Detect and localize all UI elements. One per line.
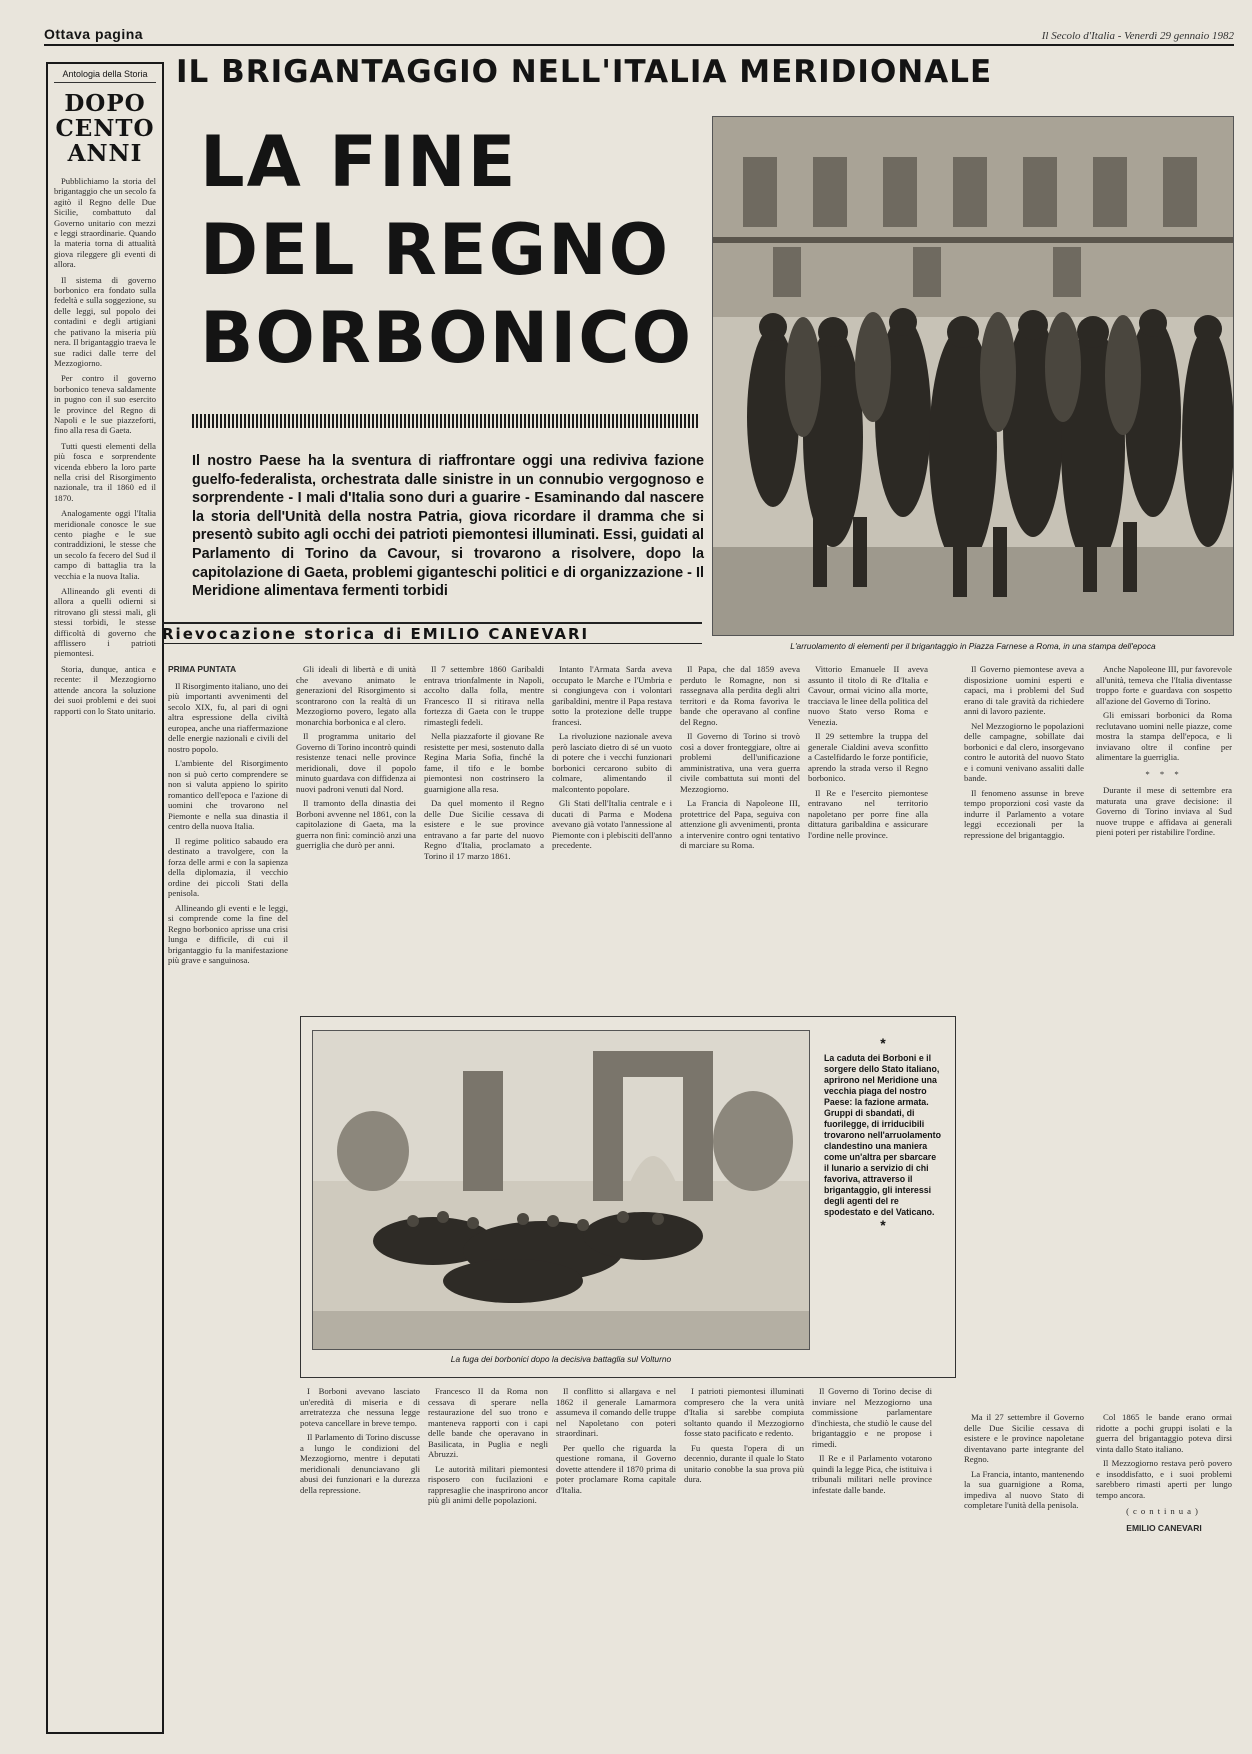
sidebar-kicker: Antologia della Storia [54, 69, 156, 83]
article-paragraph: Per quello che riguarda la questione romana, il Governo dovette attendere il 1870 prima di poter proclamare Roma capitale d'Italia. [556, 1442, 676, 1495]
article-paragraph: Il Governo piemontese aveva a disposizione uomini esperti e capaci, ma i problemi del Sud erano di tale gravità da richiedere anni di lavoro paziente. [964, 664, 1084, 716]
article-paragraph: Da quel momento il Regno delle Due Sicilie cessava di esistere e le sue province entravano a far parte del nuovo Regno d'Italia, proclamato a Torino il 17 marzo 1861. [424, 798, 544, 861]
sidebar-title: DOPO CENTO ANNI [55, 90, 155, 167]
boxed-note [824, 1036, 942, 1352]
article-paragraph: I Borboni avevano lasciato un'eredità di miseria e di arretratezza che nessuna legge poteva cancellare in breve tempo. [300, 1386, 420, 1428]
article-paragraph: Il 29 settembre la truppa del generale Cialdini aveva sconfitto a Castelfidardo le forze pontificie, aprendo la strada verso il Regno borbonico. [808, 731, 928, 783]
article-column-1 [168, 664, 288, 1354]
headline-line: LA FINE [200, 121, 518, 203]
article-paragraph: La rivoluzione nazionale aveva però lasciato dietro di sé un vuoto di potere che i vecchi funzionari borbonici cercarono subito di colmare, alimentando il malcontento popolare. [552, 731, 672, 794]
article-paragraph: Le autorità militari piemontesi risposero con fucilazioni e rappresaglie che inasprirono ancor più gli animi delle popolazioni. [428, 1463, 548, 1505]
byline: Rievocazione storica di EMILIO CANEVARI [162, 622, 702, 644]
article-paragraph: Nella piazzaforte il giovane Re resistette per mesi, sostenuto dalla Regina Maria Sofia, finché la fame, il tifo e le bombe piemontesi non costrinsero la guarnigione alla resa. [424, 731, 544, 794]
article-paragraph: L'ambiente del Risorgimento non si può certo comprendere se non si valuta appieno lo spirito romantico dell'epoca e l'azione di uomini che trovarono nel Piemonte e nella sua dinastia il centro della nuova Italia. [168, 758, 288, 831]
sidebar-paragraph: Allineando gli eventi di allora a quelli odierni si ritrovano gli stessi mali, gli stessi torbidi, le stesse difficoltà di governo che afflissero i patrioti piemontesi. [54, 586, 156, 659]
article-paragraph: Allineando gli eventi e le leggi, si comprende come la fine del Regno borbonico aprisse una crisi lunga e difficile, di cui il brigantaggio fu la manifestazione più grave e sanguinosa. [168, 902, 288, 965]
article-paragraph: Il programma unitario del Governo di Torino incontrò quindi resistenze tenaci nelle province meridionali, dove il popolo minuto guardava con diffidenza ai nuovi padroni venuti dal Nord. [296, 731, 416, 794]
headline-line: BORBONICO [200, 297, 694, 379]
article-paragraph: I patrioti piemontesi illuminati compresero che la vera unità d'Italia si sarebbe compiuta soltanto quando il Mezzogiorno fosse stato pacificato e redento. [684, 1386, 804, 1438]
article-paragraph: Gli ideali di libertà e di unità che avevano animato le generazioni del Risorgimento si scontrarono con la realtà di un Mezzogiorno povero, legato alla monarchia borbonica e al clero. [296, 664, 416, 727]
article-paragraph: Il Governo di Torino si trovò così a dover fronteggiare, oltre ai problemi dell'unificazione amministrativa, una vera guerra civile combattuta sui monti del Mezzogiorno. [680, 731, 800, 794]
article-paragraph: Il regime politico sabaudo era destinato a travolgere, con la forza delle armi e con la sapienza della diplomazia, il vecchio ordine dei piccoli Stati della penisola. [168, 835, 288, 898]
article-paragraph: Gli Stati dell'Italia centrale e i ducati di Parma e Modena avevano già votato l'annessione al Piemonte con i plebisciti dell'anno precedente. [552, 798, 672, 850]
continued-label: (continua) [1126, 1506, 1202, 1516]
sidebar-box [46, 62, 164, 1734]
article-paragraph: Intanto l'Armata Sarda aveva occupato le Marche e l'Umbria e si congiungeva con i volontari garibaldini, mentre il Papa restava sotto la protezione delle truppe francesi. [552, 664, 672, 727]
article-column-bottom-7 [1096, 1412, 1232, 1726]
sidebar-paragraph: Storia, dunque, antica e recente: il Mezzogiorno attende ancora la soluzione dei suoi problemi e dei suoi rapporti con lo Stato unitario. [54, 663, 156, 716]
headline-title [200, 118, 700, 382]
article-paragraph: Vittorio Emanuele II aveva assunto il titolo di Re d'Italia e Cavour, ormai vicino alla morte, tracciava le linee della politica del nuovo Stato verso Roma e Venezia. [808, 664, 928, 727]
engraving-recruitment-photo [712, 116, 1234, 636]
article-paragraph: La Francia, intanto, mantenendo la sua guarnigione a Roma, impediva al nuovo Stato di completare l'unità della penisola. [964, 1468, 1084, 1510]
article-paragraph: Nel Mezzogiorno le popolazioni delle campagne, sobillate dai borbonici e dal clero, insorgevano contro le autorità del nuovo Stato e i comuni venivano assaliti dalle bande. [964, 720, 1084, 783]
article-column-bottom-6 [964, 1412, 1084, 1726]
battle-volturno-caption: La fuga dei borbonici dopo la decisiva battaglia sul Volturno [450, 1354, 672, 1364]
article-column-bottom-4 [684, 1386, 804, 1726]
battle-volturno-illustration [313, 1031, 810, 1350]
article-paragraph: Il Mezzogiorno restava però povero e insoddisfatto, e i suoi problemi sarebbero rimasti aperti per lungo tempo ancora. [1096, 1458, 1232, 1500]
sidebar-paragraph: Pubblichiamo la storia del brigantaggio che un secolo fa agitò il Regno delle Due Sicilie, combattuto dal Governo unitario con mezzi e leggi straordinarie. Quando la materia torna di attualità giova rileggere gli eventi di allora. [54, 176, 156, 270]
article-paragraph: Il tramonto della dinastia dei Borboni avvenne nel 1861, con la capitolazione di Gaeta, ma la guerra non finì: cominciò anzi una guerriglia che durò per anni. [296, 798, 416, 850]
article-column-8 [1096, 664, 1232, 1404]
sidebar-paragraph: Per contro il governo borbonico teneva saldamente in pugno con il suo esercito le province del Regno di Napoli e le sue piazzeforti, fino alla resa di Gaeta. [54, 373, 156, 436]
article-paragraph: Il conflitto si allargava e nel 1862 il generale Lamarmora assumeva il comando delle truppe nel Napoletano con poteri straordinari. [556, 1386, 676, 1438]
article-paragraph: Il Re e l'esercito piemontese entravano nel territorio napoletano per porre fine alla dittatura garibaldina e assicurare l'ordine nelle province. [808, 787, 928, 840]
article-paragraph: Il Risorgimento italiano, uno dei più importanti avvenimenti del secolo XIX, fu, al pari di ogni altra espressione della civiltà europea, anche una riaffermazione delle energie nazionali e civili del nostro popolo. [168, 680, 288, 754]
article-paragraph: Il Parlamento di Torino discusse a lungo le condizioni del Mezzogiorno, mentre i deputati meridionali denunciavano gli abusi dei funzionari e la durezza della repressione. [300, 1432, 420, 1495]
article-column-bottom-1 [300, 1386, 420, 1726]
sidebar-paragraph: Tutti questi elementi della più fosca e sorprendente vicenda ebbero la loro parte nella crisi del Risorgimento nazionale, tra il 1860 ed il 1870. [54, 440, 156, 503]
article-column-3 [424, 664, 544, 1010]
engraving-recruitment-caption: L'arruolamento di elementi per il brigantaggio in Piazza Farnese a Roma, in una stampa dell'epoca [790, 641, 1156, 651]
headline-summary: Il nostro Paese ha la sventura di riaffrontare oggi una rediviva fazione guelfo-federalista, orchestrata dalle sinistre in un connubio vergognoso e sorprendente - I mali d'Italia sono duri a guarire - Esaminando dal nascere la storia dell'Unità della nostra Patria, giova ricordare il dramma che si presentò subito agli occhi dei patrioti piemontesi illuminati. Essi, guidati al Parlamento di Torino da Cavour, si trovarono a risolvere, dopo la capitolazione di Gaeta, problemi giganteschi politici e di organizzazione - Il Meridione alimentava fermenti torbidi [192, 453, 704, 600]
article-paragraph: Gli emissari borbonici da Roma reclutavano uomini nelle piazze, come mostra la stampa dell'epoca, e li inviavano oltre il confine per alimentare la guerriglia. [1096, 710, 1232, 762]
star-ornament: * [880, 1035, 886, 1051]
article-column-bottom-2 [428, 1386, 548, 1726]
engraving-recruitment-illustration [713, 117, 1234, 636]
boxed-note-text: La caduta dei Borboni e il sorgere dello Stato italiano, aprirono nel Meridione una vecchia piaga del nostro Paese: la fazione armata. Gruppi di sbandati, di fuorilegge, di irriducibili trovarono nell'arruolamento clandestino una maniera come un'altra per sbarcare il lunario a servizio di chi favoriva, attraverso il brigantaggio, gli interessi degli agenti del re spodestato e del Vaticano. [824, 1053, 941, 1217]
article-paragraph: Francesco II da Roma non cessava di sperare nella restaurazione del suo trono e manteneva rapporti con i capi delle bande che operavano in Basilicata, in Puglia e negli Abruzzi. [428, 1386, 548, 1459]
section-stars: * * * [1145, 768, 1183, 779]
page-label: Ottava pagina [44, 26, 144, 42]
article-paragraph: Il Governo di Torino decise di inviare nel Mezzogiorno una commissione parlamentare d'inchiesta, che studiò le cause del brigantaggio e ne propose i rimedi. [812, 1386, 932, 1449]
article-paragraph: Il Papa, che dal 1859 aveva perduto le Romagne, non si rassegnava alla perdita degli altri territori e da Roma favoriva le bande che operavano al confine del Regno. [680, 664, 800, 727]
sidebar-paragraph: Analogamente oggi l'Italia meridionale conosce le sue cento piaghe e le sue contraddizioni, le stesse che un secolo fa fecero del Sud il campo di battaglia tra la vecchia e la nuova Italia. [54, 508, 156, 581]
article-column-bottom-5 [812, 1386, 932, 1726]
decorative-rule [192, 414, 698, 428]
sidebar-body [54, 176, 156, 716]
article-column-4 [552, 664, 672, 1010]
sidebar-paragraph: Il sistema di governo borbonico era fondato sulla fedeltà e sulla soggezione, su delle leggi, sul popolo dei contadini e degli artigiani che pativano la miseria più nera. Il brigantaggio traeva le sue radici dalle terre del Mezzogiorno. [54, 274, 156, 368]
headline-line: DEL REGNO [200, 209, 671, 291]
battle-volturno-photo [312, 1030, 810, 1350]
author-signature: EMILIO CANEVARI [1126, 1522, 1202, 1533]
star-ornament: * [880, 1217, 886, 1233]
page-header [44, 26, 1234, 46]
article-paragraph: Fu questa l'opera di un decennio, durante il quale lo Stato unitario conobbe la sua prova più dura. [684, 1442, 804, 1484]
article-column-5 [680, 664, 800, 1010]
headline-kicker: IL BRIGANTAGGIO NELL'ITALIA MERIDIONALE [176, 54, 993, 90]
article-paragraph: Durante il mese di settembre era maturata una grave decisione: il Governo di Torino inviava al Sud nuove truppe e affidava ai generali pieni poteri per ristabilire l'ordine. [1096, 785, 1232, 837]
article-paragraph: Col 1865 le bande erano ormai ridotte a pochi gruppi isolati e la guerra del brigantaggio poteva dirsi vinta dallo Stato italiano. [1096, 1412, 1232, 1454]
article-paragraph: La Francia di Napoleone III, protettrice del Papa, seguiva con attenzione gli avvenimenti, pronta a intervenire contro ogni tentativo di marciare su Roma. [680, 798, 800, 850]
article-paragraph: Il Re e il Parlamento votarono quindi la legge Pica, che istituiva i tribunali militari nelle province infestate dalle bande. [812, 1453, 932, 1495]
article-column-bottom-3 [556, 1386, 676, 1726]
article-column-7 [964, 664, 1084, 1404]
article-paragraph: Il fenomeno assunse in breve tempo proporzioni così vaste da indurre il Parlamento a votare leggi eccezionali per la repressione del brigantaggio. [964, 787, 1084, 840]
part-label: PRIMA PUNTATA [168, 664, 237, 674]
article-column-2 [296, 664, 416, 1010]
article-paragraph: Il 7 settembre 1860 Garibaldi entrava trionfalmente in Napoli, accolto dalla folla, mentre Francesco II si ritirava nella fortezza di Gaeta con le truppe rimastegli fedeli. [424, 664, 544, 727]
article-paragraph: Anche Napoleone III, pur favorevole all'unità, temeva che l'Italia diventasse troppo forte e guardava con sospetto all'azione del Governo di Torino. [1096, 664, 1232, 706]
article-column-6 [808, 664, 928, 1010]
paper-dateline: Il Secolo d'Italia - Venerdì 29 gennaio 1982 [1041, 30, 1234, 42]
article-paragraph: Ma il 27 settembre il Governo delle Due Sicilie cessava di esistere e le province napoletane diventavano parte integrante del Regno. [964, 1412, 1084, 1464]
